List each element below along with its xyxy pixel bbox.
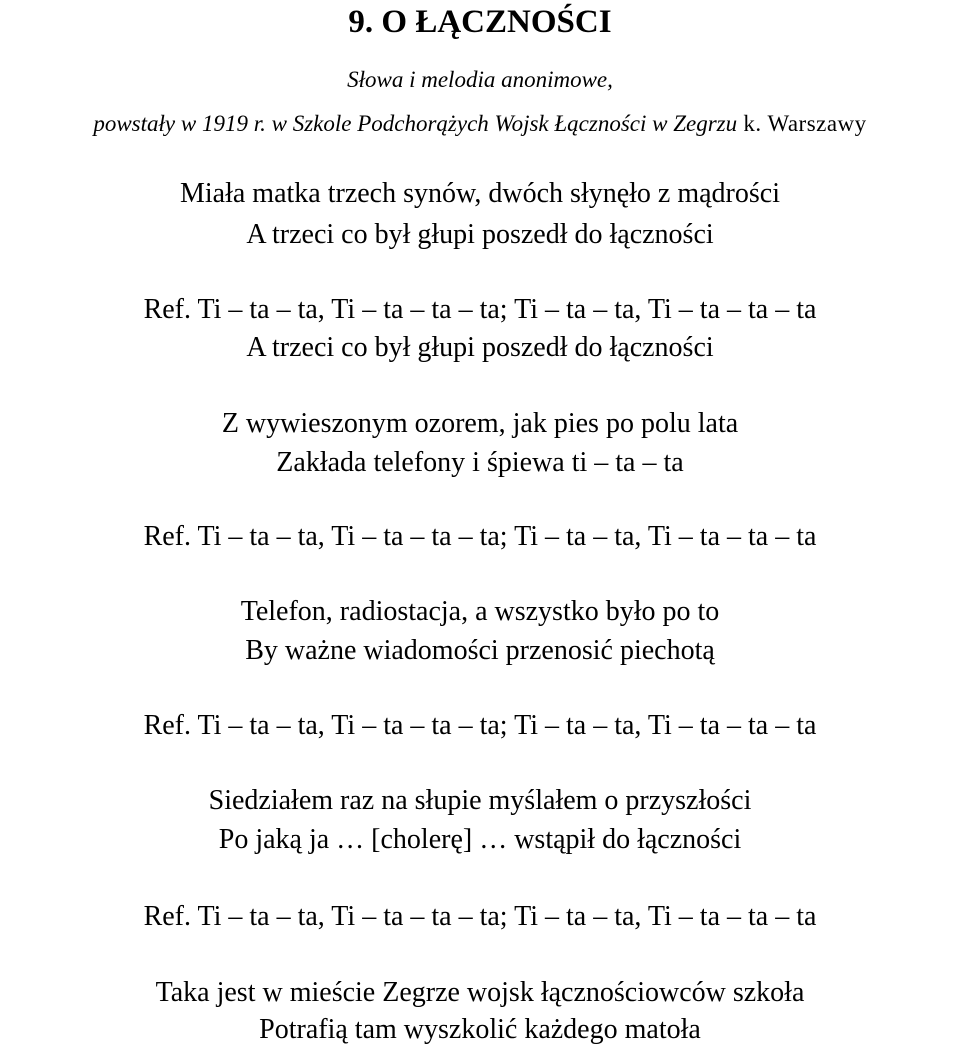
song-credits-line-1: Słowa i melodia anonimowe, [347,67,613,92]
refrain-2: Ref. Ti – ta – ta, Ti – ta – ta – ta; Ti – ta – ta, Ti – ta – ta – ta [143,521,817,552]
verse-2-line-1: Z wywieszonym ozorem, jak pies po polu lata [221,408,739,439]
song-credits-origin: powstały w 1919 r. w Szkole Podchorążych Wojsk Łączności w Zegrzu [93,111,738,136]
refrain-4: Ref. Ti – ta – ta, Ti – ta – ta – ta; Ti – ta – ta, Ti – ta – ta – ta [143,901,817,932]
verse-3-line-2: By ważne wiadomości przenosić piechotą [245,635,715,666]
verse-1-line-2: A trzeci co był głupi poszedł do łączności [246,219,714,250]
verse-2-line-2: Zakłada telefony i śpiewa ti – ta – ta [276,447,684,478]
refrain-1: Ref. Ti – ta – ta, Ti – ta – ta – ta; Ti – ta – ta, Ti – ta – ta – ta [143,294,817,325]
verse-5-line-1: Taka jest w mieście Zegrze wojsk łącznościowców szkoła [155,977,805,1008]
song-title: 9. O ŁĄCZNOŚCI [348,4,612,40]
refrain-1-line-2: A trzeci co był głupi poszedł do łączności [246,332,714,363]
verse-3-line-1: Telefon, radiostacja, a wszystko było po to [240,596,720,627]
verse-5-line-2: Potrafią tam wyszkolić każdego matoła [259,1014,701,1045]
refrain-3: Ref. Ti – ta – ta, Ti – ta – ta – ta; Ti – ta – ta, Ti – ta – ta – ta [143,710,817,741]
verse-4-line-2: Po jaką ja … [cholerę] … wstąpił do łączności [218,824,742,855]
verse-1-line-1: Miała matka trzech synów, dwóch słynęło z mądrości [179,178,780,209]
verse-4-line-1: Siedziałem raz na słupie myślałem o przyszłości [208,785,752,816]
song-credits-location: k. Warszawy [737,111,867,136]
song-credits-line-2 [0,112,960,135]
